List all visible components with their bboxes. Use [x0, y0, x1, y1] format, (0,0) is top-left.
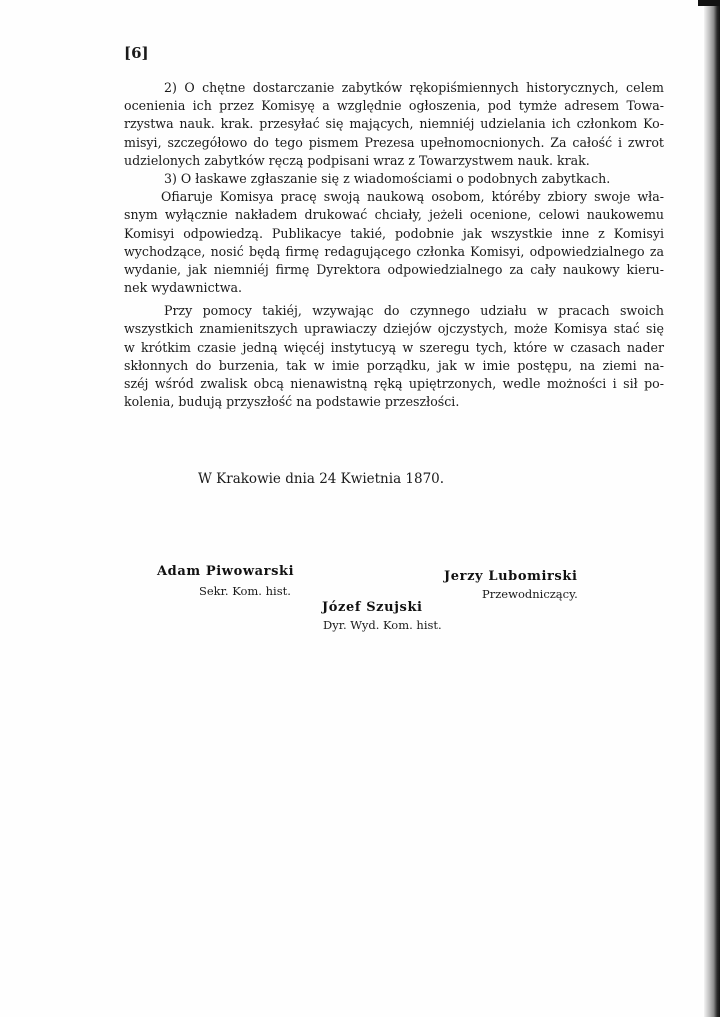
- signature-name: Jerzy Lubomirski: [444, 569, 578, 584]
- body-text: [124, 79, 664, 411]
- paragraph-line: wychodzące, nosić będą firmę redagującego członka Komisyi, odpowiedzialnego za: [124, 243, 664, 259]
- paragraph-line: w krótkim czasie jedną więcéj instytucyą w szeregu tych, które w czasach nader: [124, 339, 664, 355]
- paragraph-line: misyi, szczegółowo do tego pismem Prezesa upełnomocnionych. Za całość i zwrot: [124, 134, 664, 150]
- paragraph-line: széj wśród zwalisk obcą nienawistną ręką upiętrzonych, wedle możności i sił po-: [124, 376, 664, 391]
- signature-role: Sekr. Kom. hist.: [199, 584, 291, 598]
- paragraph-line: wszystkich znamienitszych uprawiaczy dziejów ojczystych, może Komisya stać się: [124, 321, 664, 337]
- paragraph-line: snym wyłącznie nakładem drukować chciały, jeżeli ocenione, celowi naukowemu: [124, 207, 664, 223]
- paragraph-line: Ofiaruje Komisya pracę swoją naukową osobom, któréby zbiory swoje wła-: [161, 189, 664, 205]
- paragraph-line: skłonnych do burzenia, tak w imie porządku, jak w imie postępu, na ziemi na-: [124, 357, 664, 373]
- paragraph-line: Przy pomocy takiéj, wzywając do czynnego udziału w pracach swoich: [164, 303, 664, 319]
- paragraph-line: udzielonych zabytków ręczą podpisani wraz z Towarzystwem nauk. krak.: [124, 152, 590, 168]
- paragraph-line: nek wydawnictwa.: [124, 280, 242, 296]
- paragraph-line: kolenia, budują przyszłość na podstawie przeszłości.: [124, 394, 460, 410]
- page-number: [6]: [124, 44, 149, 62]
- signature-role: Przewodniczący.: [482, 587, 578, 601]
- paragraph-line: wydanie, jak niemniéj firmę Dyrektora odpowiedzialnego za cały naukowy kieru-: [124, 261, 664, 277]
- paragraph-line: 3) O łaskawe zgłaszanie się z wiadomościami o podobnych zabytkach.: [164, 170, 611, 186]
- paragraph-line: ocenienia ich przez Komisyę a względnie ogłoszenia, pod tymże adresem Towa-: [124, 98, 664, 114]
- paragraph-line: 2) O chętne dostarczanie zabytków rękopiśmiennych historycznych, celem: [164, 80, 664, 95]
- signature-name: Józef Szujski: [322, 600, 423, 615]
- date-line: W Krakowie dnia 24 Kwietnia 1870.: [198, 471, 445, 487]
- paragraph-line: Komisyi odpowiedzą. Publikacye takié, podobnie jak wszystkie inne z Komisyi: [124, 225, 664, 241]
- paragraph-line: rzystwa nauk. krak. przesyłać się mających, niemniéj udzielania ich członkom Ko-: [124, 116, 664, 132]
- signature-role: Dyr. Wyd. Kom. hist.: [323, 618, 442, 632]
- page-corner-mark: [698, 0, 720, 6]
- signature-name: Adam Piwowarski: [157, 564, 295, 579]
- page-edge-shadow: [704, 0, 720, 1017]
